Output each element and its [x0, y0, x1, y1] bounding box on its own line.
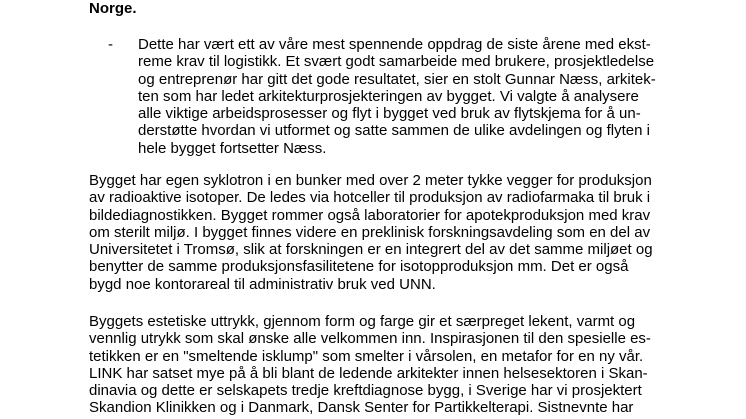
quote-line: og entreprenør har gitt det gode resultatet, sier en stolt Gunnar Næss, arkitek- — [138, 70, 656, 88]
quote-line: derstøtte hvordan vi utformet og satte sammen de ulike avdelingen og flyten i — [138, 122, 650, 140]
paragraph-line: bygd noe kontorareal til administrativ bruk ved UNN. — [89, 275, 436, 293]
paragraph-line: bildediagnostikken. Bygget rommer også laboratorier for apotekproduksjon med krav — [89, 206, 651, 224]
paragraph-line: benytter de samme produksjonsfasilitetene for isotopproduksjon mm. Det er også — [89, 258, 629, 276]
quote-line: reme krav til logistikk. Et svært godt samarbeide med brukere, prosjektledelse — [138, 53, 655, 71]
paragraph-line: dinavia og dette er selskapets tredje kreftdiagnose bygg, i Sverige har vi prosjektert — [89, 382, 642, 400]
section-heading: Norge. — [89, 0, 137, 17]
paragraph-line: vennlig utrykk som skal ønske alle velkommen inn. Inspirasjonen til den spesielle es- — [89, 330, 651, 348]
paragraph-cyclotron — [89, 172, 653, 293]
paragraph-line: LINK har satset mye på å bli blant de ledende arkitekter innen helsesektoren i Skan- — [89, 364, 648, 382]
quote-line: Dette har vært ett av våre mest spennende oppdrag de siste årene med ekst- — [138, 36, 651, 53]
quote-text — [138, 36, 656, 157]
quote-line: alle viktige arbeidsprosesser og flyt i bygget ved bruk av flytskjema for å un- — [138, 105, 641, 123]
paragraph-line: tetikken er en "smeltende isklump" som smelter i vårsolen, en metafor for en ny vår. — [89, 347, 644, 365]
quote-line: hele bygget fortsetter Næss. — [138, 139, 327, 157]
paragraph-aesthetics — [89, 313, 651, 417]
paragraph-line: Byggets estetiske uttrykk, gjennom form og farge gir et særpreget lekent, varmt og — [89, 313, 636, 330]
paragraph-line: Bygget har egen syklotron i en bunker med over 2 meter tykke vegger for produksjon — [89, 172, 652, 189]
paragraph-line: Skandion Klinikken og i Danmark, Dansk Senter for Partikkelterapi. Sistnevnte har — [89, 399, 634, 417]
quote-line: ten som har ledet arkitekturprosjekteringen av bygget. Vi valgte å analysere — [138, 87, 639, 105]
paragraph-line: om sterilt miljø. I bygget finnes videre en preklinisk forskningsavdeling som en del av — [89, 223, 651, 241]
quote-bullet: - — [108, 36, 113, 53]
paragraph-line: Universitetet i Tromsø, slik at forskningen er en integrert del av det samme miljøet og — [89, 241, 653, 259]
paragraph-line: av radioaktive isotoper. De ledes via hotceller til produksjon av radiofarmaka til bruk i — [89, 189, 651, 207]
